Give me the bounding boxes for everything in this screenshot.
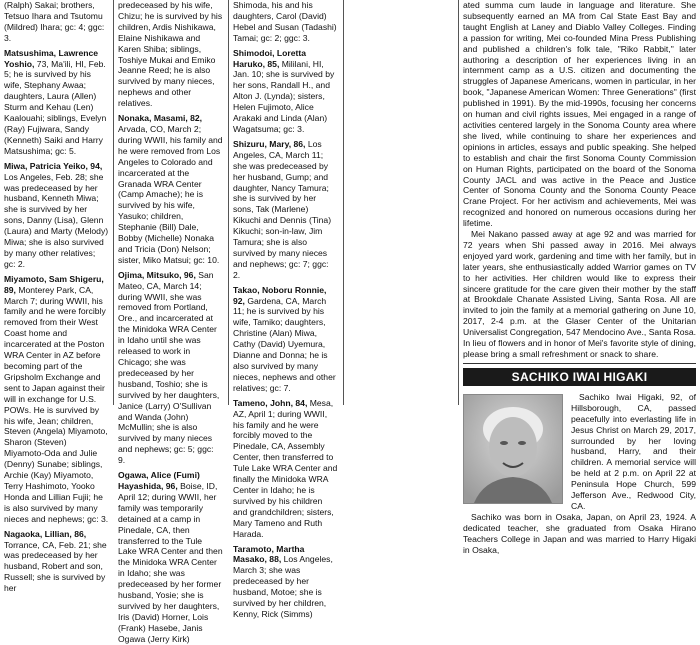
column-divider xyxy=(228,0,229,405)
obituary-name: Shizuru, Mary, 86, xyxy=(233,138,306,149)
obituary-column-3 xyxy=(233,0,338,619)
obituary-column-1 xyxy=(4,0,109,594)
continued-entry: Shimoda, his and his daughters, Carol (David) Hebel and Susan (Tadashi) Tamai; gc: 2; ggc: 3. xyxy=(233,0,337,43)
obituary-entry xyxy=(233,139,338,281)
obituary-column-2 xyxy=(118,0,223,644)
obituary-body: Los Angeles, Feb. 28; she was predeceased by her husband, Kenneth Miwa; she is survived by her sons, Danny (Lisa), Glenn (Laura) and Marty (Melody) Miwa; she is also survived by many other relatives; gc: 2. xyxy=(4,171,109,269)
obituary-entry xyxy=(4,529,109,594)
obituary-body: Mililani, HI, Jan. 10; she is survived by her sons, Randall H., and Alton J. (Lynda); sisters, Helen Fujimoto, Alice Arakaki and Linda (Alan) Wagatsuma; gc: 3. xyxy=(233,58,335,134)
obituary-body: Monterey Park, CA, March 7; during WWII, his family and he were forcibly removed from their West Coast home and incarcerated at the Poston WRA Center in AZ before becoming part of the Gripsholm Exchange and sent to Japan against their will in exchange for U.S. POWs. He is survived by his wife, Jean; children, Steven (Angela) Miyamoto, Sharon (Steven) Miyamoto-Oda and Julie (Denny) Sunabe; siblings, Archie (Kay) Miyamoto, Terry Hashimoto, Yooko Honda and Lillian Fujii; he is also survived by many nieces and nephews; gc: 3. xyxy=(4,284,109,524)
continued-entry: predeceased by his wife, Chizu; he is survived by his children, Ardis Nishikawa, Elaine Nishikawa and Karen Shiba; siblings, Toshiye Mukai and Emiko Jeanne Reed; he is also survived by many nieces, nephews and other relatives. xyxy=(118,0,223,109)
obituary-body: 73, Ma'ili, HI, Feb. 5; he is survived by his wife, Stephany Awaa; daughters, Laura (Allen) Sturm and Kehau (Len) Kaalouahi; siblings, Evelyn (Ray) Fujiwara, Sandy (Kenneth) Saiki and Harry Matsushima; gc: 5. xyxy=(4,58,107,156)
obituary-body: Torrance, CA, Feb. 21; she was predeceased by her husband, Robert and son, Russell; she is survived by her xyxy=(4,539,107,594)
obituary-name: Matsushima, Lawrence Yoshio, xyxy=(4,47,99,69)
portrait-photo xyxy=(463,394,563,504)
obituary-name: Nonaka, Masami, 82, xyxy=(118,113,203,124)
obituary-paragraph: Mei Nakano passed away at age 92 and was married for 72 years when Shi passed away in 2016. Mei always enjoyed yard work, gardening and time with her family, but in later years, she enthusiastically added Warrior games on TV to her activities. Her children would like to express their sincere gratitude for the care given their mother by the staff at Brookdale Chanate Assisted Living, Santa Rosa. All are invited to join the family at a memorial gathering on June 10, 2017, 2-4 p.m. at the Glaser Center of the Unitarian Universalist Congregation, 547 Mendocino Ave., Santa Rosa. In lieu of flowers and in honor of Mei's favorite style of dining, please bring a small refreshment or snack to share. xyxy=(463,229,696,359)
obituary-entry xyxy=(118,470,223,645)
obituary-name: Taramoto, Martha Masako, 88, xyxy=(233,543,305,565)
obituary-name: Shimodoi, Loretta Haruko, 85, xyxy=(233,47,307,69)
obituary-entry xyxy=(233,544,338,620)
column-divider xyxy=(113,0,114,405)
obituary-name: Miwa, Patricia Yeiko, 94, xyxy=(4,160,103,171)
obituary-name: Ojima, Mitsuko, 96, xyxy=(118,269,196,280)
obituary-body: Los Angeles, March 3; she was predeceased by her husband, Motoe; she is survived by her children, Kenny, Rick (Simms) xyxy=(233,554,333,619)
featured-obituary-column xyxy=(463,0,696,555)
obituary-entry xyxy=(118,113,223,266)
obituary-header: SACHIKO IWAI HIGAKI xyxy=(463,368,696,386)
obituary-entry xyxy=(233,398,338,540)
obituary-body: Arvada, CO, March 2; during WWII, his family and he were removed from Los Angeles to Colorado and incarcerated at the Granada WRA Center (Camp Amache); he is survived by his wife, Yasuko; children, Stephanie (Bill) Dale, Bobby (Michelle) Nonaka and Tricia (Don) Nelson; sister, Miko Matsui; gc: 10. xyxy=(118,123,223,265)
obituary-name: Nagaoka, Lillian, 86, xyxy=(4,528,87,539)
obituary-body: Boise, ID, April 12; during WWII, her family was temporarily detained at a camp in Pinedale, CA, then transferred to the Tule Lake WRA Center and then the Minidoka WRA Center in Idaho; she was predeceased by her former husband, Yosie; she is survived by her daughters, Iris (David) Horner, Lois (Frank) Hasebe, Janis Ogawa (Jerry Kirk) xyxy=(118,480,223,644)
obituary-paragraph: ated summa cum laude in language and literature. She subsequently earned an MA from Cal State East Bay and taught English at Laney and Diablo Valley Colleges. Finding a passion for writing, Mei co-founded Mina Press Publishing and published a children's folk tale, "Riko Rabbit," later authoring a description of her experiences living in an internment camp as a U.S. citizen and documenting the struggles of Japanese Americans, women in particular, in her book, "Japanese American Women: Three Generations" (first published in 1991). By the mid-1990s, focusing her concerns on human and civil rights issues, Mei engaged in a range of activities centered largely in the Sonoma County area where she lived, while continuing to share her experiences and opinions in articles, essays and public speaking. She helped to establish and chair the first Sonoma County Commission on Human Rights, participated on the board of the Sonoma County JACL and was active in the Peace and Justice Center of Sonoma County and the Sonoma County Peace Crane Project. For her activism and achievements, Mei was recognized and honored on numerous occasions during her lifetime. xyxy=(463,0,696,229)
obituary-body: Gardena, CA, March 11; he is survived by his wife, Tamiko; daughters, Christine (Alan) Miwa, Cathy (David) Uyemura, Dianne and Donna; he is also survived by many nieces, nephews and other relatives; gc: 7. xyxy=(233,295,336,393)
obituary-name: Takao, Noboru Ronnie, 92, xyxy=(233,284,327,306)
obituary-entry xyxy=(4,161,109,270)
section-divider xyxy=(463,363,696,364)
obituary-name: Ogawa, Alice (Fumi) Hayashida, 96, xyxy=(118,470,200,491)
obituary-body: Los Angeles, CA, March 11; she was predeceased by her husband, Gump; and daughter, Nancy Tamura; she is survived by her sons, Tak (Marlene) Kikuchi and Dennis (Tina) Kikuchi; son-in-law, Jim Tamura; she is also survived by many nieces and nephews; gc: 7; ggc: 2. xyxy=(233,138,332,280)
obituary-entry xyxy=(4,274,109,525)
obituary-paragraph: Sachiko was born in Osaka, Japan, on April 23, 1924. A dedicated teacher, she graduated from Osaka Hirano Teachers College in Japan and was married to Harry Higaki in Osaka, xyxy=(463,511,696,555)
obituary-entry xyxy=(233,48,338,135)
obituary-name: Tameno, John, 84, xyxy=(233,397,308,408)
column-divider xyxy=(458,0,459,405)
obituary-name: Miyamoto, Sam Shigeru, 89, xyxy=(4,273,104,295)
obituary-entry xyxy=(4,48,109,157)
obituary-body: San Mateo, CA, March 14; during WWII, she was removed from Portland, Ore., and incarcerated at the Minidoka WRA Center in Idaho until she was released to work in Chicago; she was predeceased by her husband, Toshio; she is survived by her daughters, Janice (Larry) O'Sullivan and Wanda (John) McMullin; she is also survived by many nieces and nephews; gc: 5; ggc: 9. xyxy=(118,269,220,466)
column-divider xyxy=(343,0,344,405)
obituary-body: Mesa, AZ, April 1; during WWII, his family and he were forcibly moved to the Pinedale, CA, Assembly Center, then transferred to Tule Lake WRA Center and finally the Minidoka WRA Center in Idaho; he is survived by his children and grandchildren; sisters, Mary Tameno and Ruth Harada. xyxy=(233,397,338,539)
obituary-entry xyxy=(118,270,223,466)
continued-entry: (Ralph) Sakai; brothers, Tetsuo Ihara and Tsutomu (Mildred) Ihara; gc: 4; ggc: 3. xyxy=(4,0,105,43)
obituary-paragraph: Sachiko Iwai Higaki, 92, of Hillsborough, CA, passed peacefully into everlasting life in Jesus Christ on March 29, 2017, surrounded by her loving husband, Harry, and their children. A memorial service will be held at 2 p.m. on April 22 at Peninsula Hope Church, 599 Jefferson Ave., Redwood City, CA. xyxy=(571,391,696,511)
obituary-entry xyxy=(233,285,338,394)
